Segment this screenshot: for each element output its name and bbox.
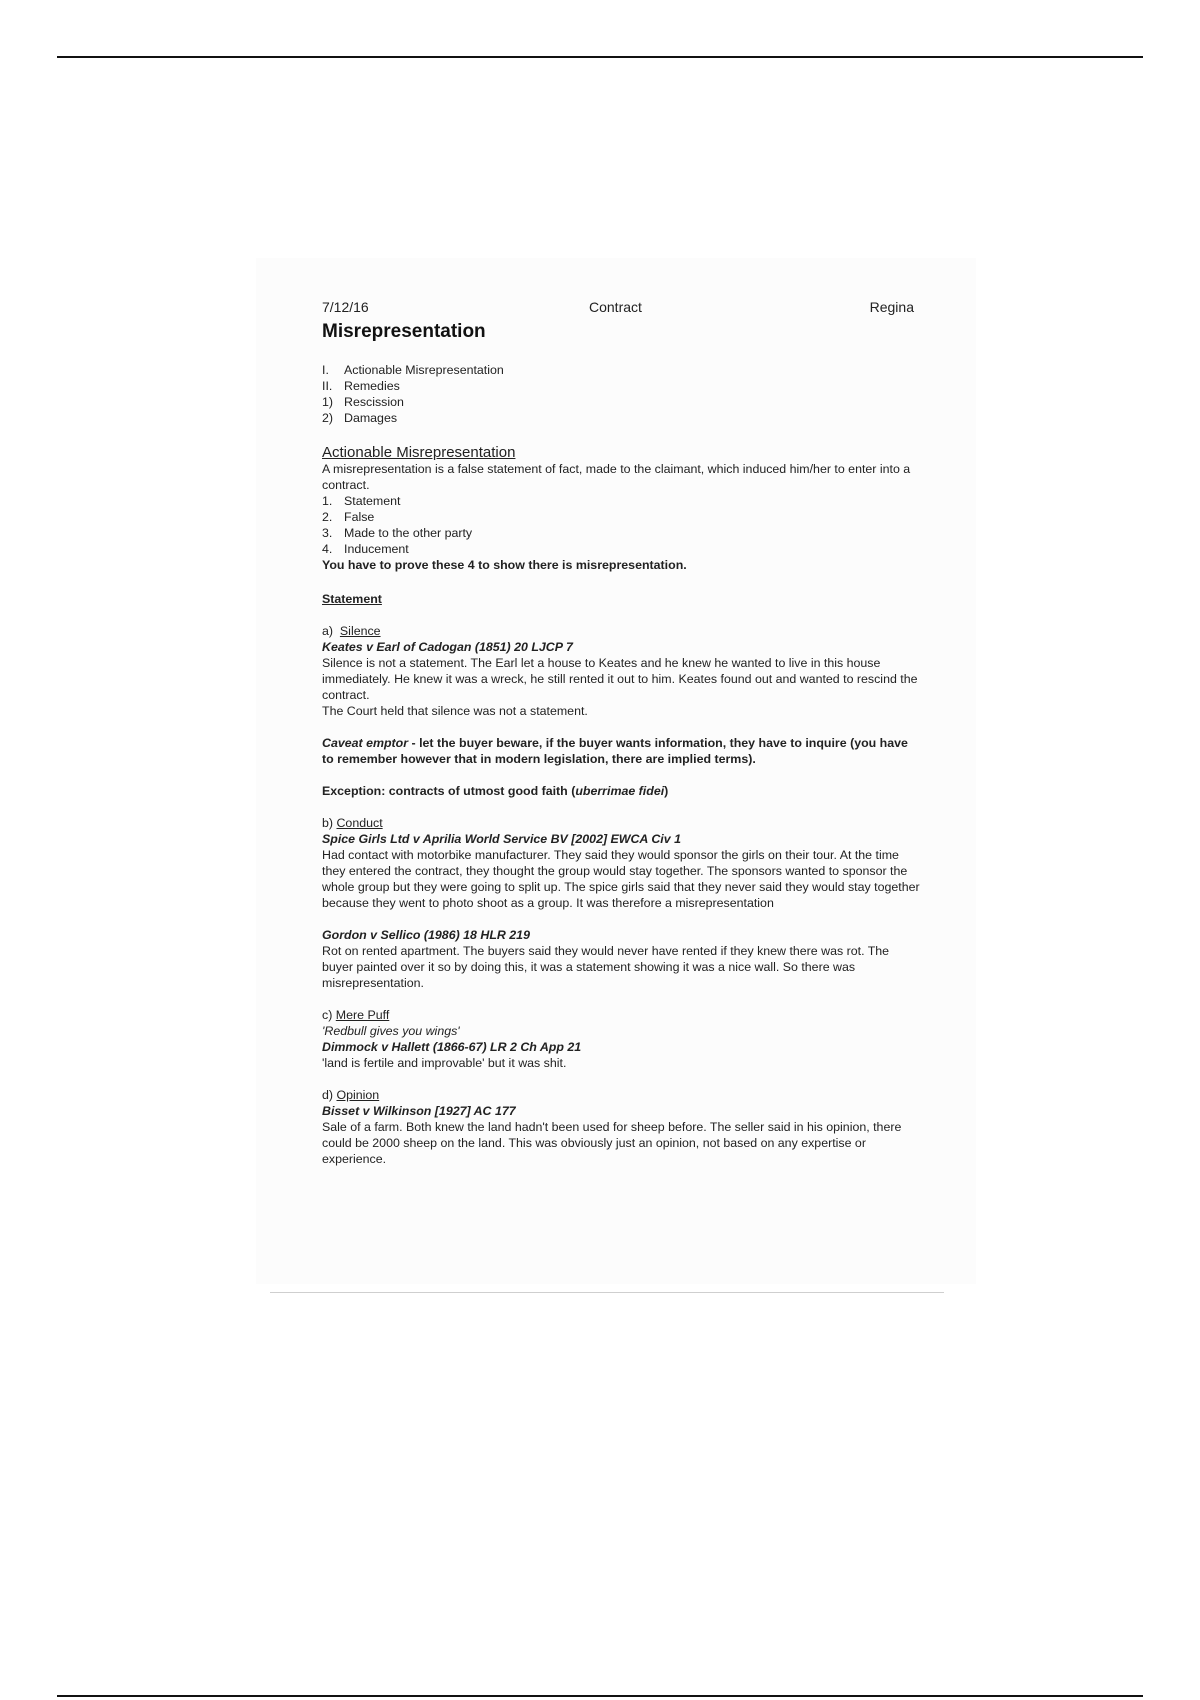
case-spice-girls: Spice Girls Ltd v Aprilia World Service BV [2002] EWCA Civ 1 <box>322 832 681 846</box>
list-item: 1) Rescission <box>322 395 404 409</box>
list-item: 4. Inducement <box>322 542 409 556</box>
list-item: 1. Statement <box>322 494 401 508</box>
opinion-label: d) Opinion <box>322 1088 380 1102</box>
case-keates: Keates v Earl of Cadogan (1851) 20 LJCP 7 <box>322 640 573 654</box>
page-header <box>322 299 914 317</box>
mere-puff-example: 'Redbull gives you wings' <box>322 1024 460 1038</box>
case-bisset: Bisset v Wilkinson [1927] AC 177 <box>322 1104 516 1118</box>
bisset-facts: Sale of a farm. Both knew the land hadn't been used for sheep before. The seller said in his opinion, there could be 2000 sheep on the land. This was obviously just an opinion, not based on any expertise or experience. <box>322 1120 902 1166</box>
list-item: 2) Damages <box>322 411 398 425</box>
actionable-section <box>322 444 922 573</box>
mere-puff-label: c) Mere Puff <box>322 1008 390 1022</box>
conduct-label: b) Conduct <box>322 816 383 830</box>
statement-heading: Statement <box>322 592 382 606</box>
silence-facts: Silence is not a statement. The Earl let a house to Keates and he knew he wanted to live in this house immediately. He knew it was a wreck, he still rented it out to him. Keates found out and wanted to rescind the contract. <box>322 656 918 702</box>
bottom-rule <box>57 1695 1143 1697</box>
caveat-emptor: Caveat emptor - let the buyer beware, if the buyer wants information, they have to inquire (you have to remember however that in modern legislation, there are implied terms). <box>322 736 908 766</box>
list-item: I. Actionable Misrepresentation <box>322 363 504 377</box>
prove-note: You have to prove these 4 to show there is misrepresentation. <box>322 558 687 572</box>
dimmock-facts: 'land is fertile and improvable' but it was shit. <box>322 1056 567 1070</box>
statement-section <box>322 591 922 1167</box>
gordon-facts: Rot on rented apartment. The buyers said they would never have rented if they knew there was rot. The buyer painted over it so by doing this, it was a statement showing it was a nice wall. So there was misrepresentation. <box>322 944 890 990</box>
document-page <box>256 258 976 1284</box>
page-title: Misrepresentation <box>322 321 486 342</box>
top-rule <box>57 56 1143 58</box>
list-item: II. Remedies <box>322 379 400 393</box>
case-gordon: Gordon v Sellico (1986) 18 HLR 219 <box>322 928 530 942</box>
page-divider <box>270 1292 944 1293</box>
case-dimmock: Dimmock v Hallett (1866-67) LR 2 Ch App 21 <box>322 1040 582 1054</box>
list-item: 3. Made to the other party <box>322 526 473 540</box>
list-item: 2. False <box>322 510 375 524</box>
definition-text: A misrepresentation is a false statement of fact, made to the claimant, which induced him/her to enter into a contract. <box>322 462 911 492</box>
spice-girls-facts: Had contact with motorbike manufacturer. They said they would sponsor the girls on their tour. At the time they entered the contract, they thought the group would stay together. The sponsors wanted to sponsor the whole group but they were going to split up. The spice girls said that they never said they would stay together because they went to photo shoot as a group. It was therefore a misrepresentation <box>322 848 920 910</box>
header-author: Regina <box>869 299 914 315</box>
section-heading: Actionable Misrepresentation <box>322 444 516 461</box>
silence-held: The Court held that silence was not a statement. <box>322 704 588 718</box>
silence-label: a) Silence <box>322 624 381 638</box>
exception-note: Exception: contracts of utmost good faith (uberrimae fidei) <box>322 784 669 798</box>
header-subject: Contract <box>589 299 642 315</box>
outline-list <box>322 362 922 426</box>
header-date: 7/12/16 <box>322 299 369 315</box>
